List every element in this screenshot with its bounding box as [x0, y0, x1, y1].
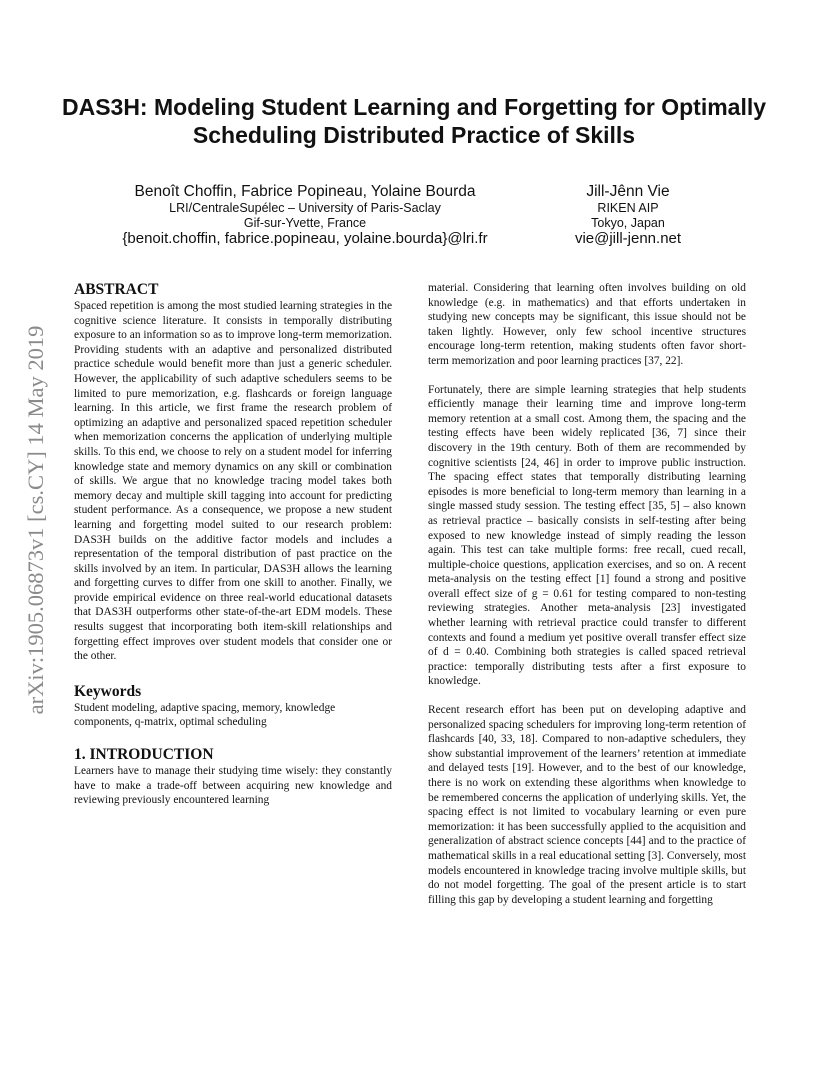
- author-affiliation: RIKEN AIP: [597, 201, 659, 215]
- introduction-heading: 1. INTRODUCTION: [74, 746, 214, 764]
- keywords-text: Student modeling, adaptive spacing, memory, knowledge components, q-matrix, optimal scheduling: [74, 701, 336, 729]
- keywords-heading: Keywords: [74, 682, 142, 700]
- abstract-heading: ABSTRACT: [74, 281, 159, 298]
- abstract-text: Spaced repetition is among the most studied learning strategies in the cognitive science literature. It consists in temporally distributing exposure to an information so as to improve long-term memorization. Providing students with an adaptive and personalized distributed practice schedule would benefit more than just a generic scheduler. However, the applicability of such adaptive schedulers seems to be limited to pure memorization, e.g. flashcards or foreign language learning. In this article, we first frame the research problem of optimizing an adaptive and personalized spaced repetition scheduler when memorization concerns the application of underlying multiple skills. To this end, we choose to rely on a student model for inferring knowledge state and memory dynamics on any skill or combination of skills. We argue that no knowledge tracing model takes both memory decay and multiple skill tagging into account for predicting student performance. As a consequence, we propose a new student learning and forgetting model suited to our research problem: DAS3H builds on the additive factor models and includes a representation of the temporal distribution of past practice on the skills involved by an item. In particular, DAS3H allows the learning and forgetting curves to differ from one skill to another. Finally, we provide empirical evidence on three real-world educational datasets that DAS3H outperforms other state-of-the-art EDM models. These results suggest that incorporating both item-skill relationships and forgetting effect improves over student models that consider one or the other.: [74, 300, 392, 663]
- author-location: Tokyo, Japan: [591, 215, 665, 230]
- body-paragraph: material. Considering that learning often involves building on old knowledge (e.g. in mathematics) and that efforts undertaken in studying new concepts may be significant, this issue should not be taken lightly. However, only few school incentive structures encourage long-term retention, making students often favor short-term memorization and poor learning practices [37, 22].: [428, 282, 746, 367]
- body-paragraph: Recent research effort has been put on developing adaptive and personalized spacing schedulers for improving long-term retention of flashcards [40, 33, 18]. Compared to non-adaptive schedulers, they show substantial improvement of the learners’ retention at immediate and delayed tests [19]. However, and to the best of our knowledge, there is no work on extending these algorithms when knowledge to be remembered concerns the application of underlying skills. Yet, the spacing effect is not limited to vocabulary learning or even pure memorization: it has been successfully applied to the acquisition and generalization of abstract science concepts [44] and to the practice of mathematical skills in a real educational setting [3]. Conversely, most models encountered in knowledge tracing involve multiple skills, but do not model forgetting. The goal of the present article is to start filling this gap by developing a student learning and forgetting: [428, 704, 746, 906]
- author-block-right: [548, 183, 708, 248]
- author-names: Jill-Jênn Vie: [586, 183, 670, 200]
- right-column: [428, 281, 746, 907]
- introduction-paragraph: Learners have to manage their studying time wisely: they constantly have to make a trade-off between acquiring new knowledge and reviewing previously encountered learning: [74, 765, 392, 807]
- body-paragraph: Fortunately, there are simple learning strategies that help students efficiently manage their learning time and improve long-term memory retention at a small cost. Among them, the spacing and the testing effects have been widely replicated [36, 7] since their discovery in the 19th century. Both of them are recommended by cognitive scientists [24, 46] in order to improve public instruction. The spacing effect states that temporally distributing learning episodes is more beneficial to long-term memory than learning in a single massed study session. The testing effect [35, 5] – also known as retrieval practice – basically consists in self-testing after being exposed to new knowledge instead of simply reading the lesson again. This test can take multiple forms: free recall, cued recall, multiple-choice questions, application exercises, and so on. A recent meta-analysis on the testing effect [1] found a strong and positive overall effect size of g = 0.61 for testing compared to non-testing reviewing strategies. Another meta-analysis [23] investigated whether learning with retrieval practice could transfer to different contexts and found a medium yet positive overall transfer effect size of d = 0.40. Combining both strategies is called spaced retrieval practice: temporally distributing tests after a first exposure to knowledge.: [428, 383, 746, 688]
- author-affiliation: LRI/CentraleSupélec – University of Paris-Saclay: [169, 201, 441, 215]
- author-email: vie@jill-jenn.net: [574, 230, 682, 247]
- left-column: [74, 281, 392, 808]
- arxiv-identifier-text: arXiv:1905.06873v1 [cs.CY] 14 May 2019: [23, 325, 48, 715]
- author-email: {benoit.choffin, fabrice.popineau, yolaine.bourda}@lri.fr: [122, 230, 488, 247]
- author-block-left: [100, 183, 510, 248]
- author-names: Benoît Choffin, Fabrice Popineau, Yolaine Bourda: [134, 183, 476, 200]
- paper-title: DAS3H: Modeling Student Learning and Forgetting for Optimally Scheduling Distributed Practice of Skills: [61, 94, 767, 148]
- author-location: Gif-sur-Yvette, France: [243, 215, 367, 230]
